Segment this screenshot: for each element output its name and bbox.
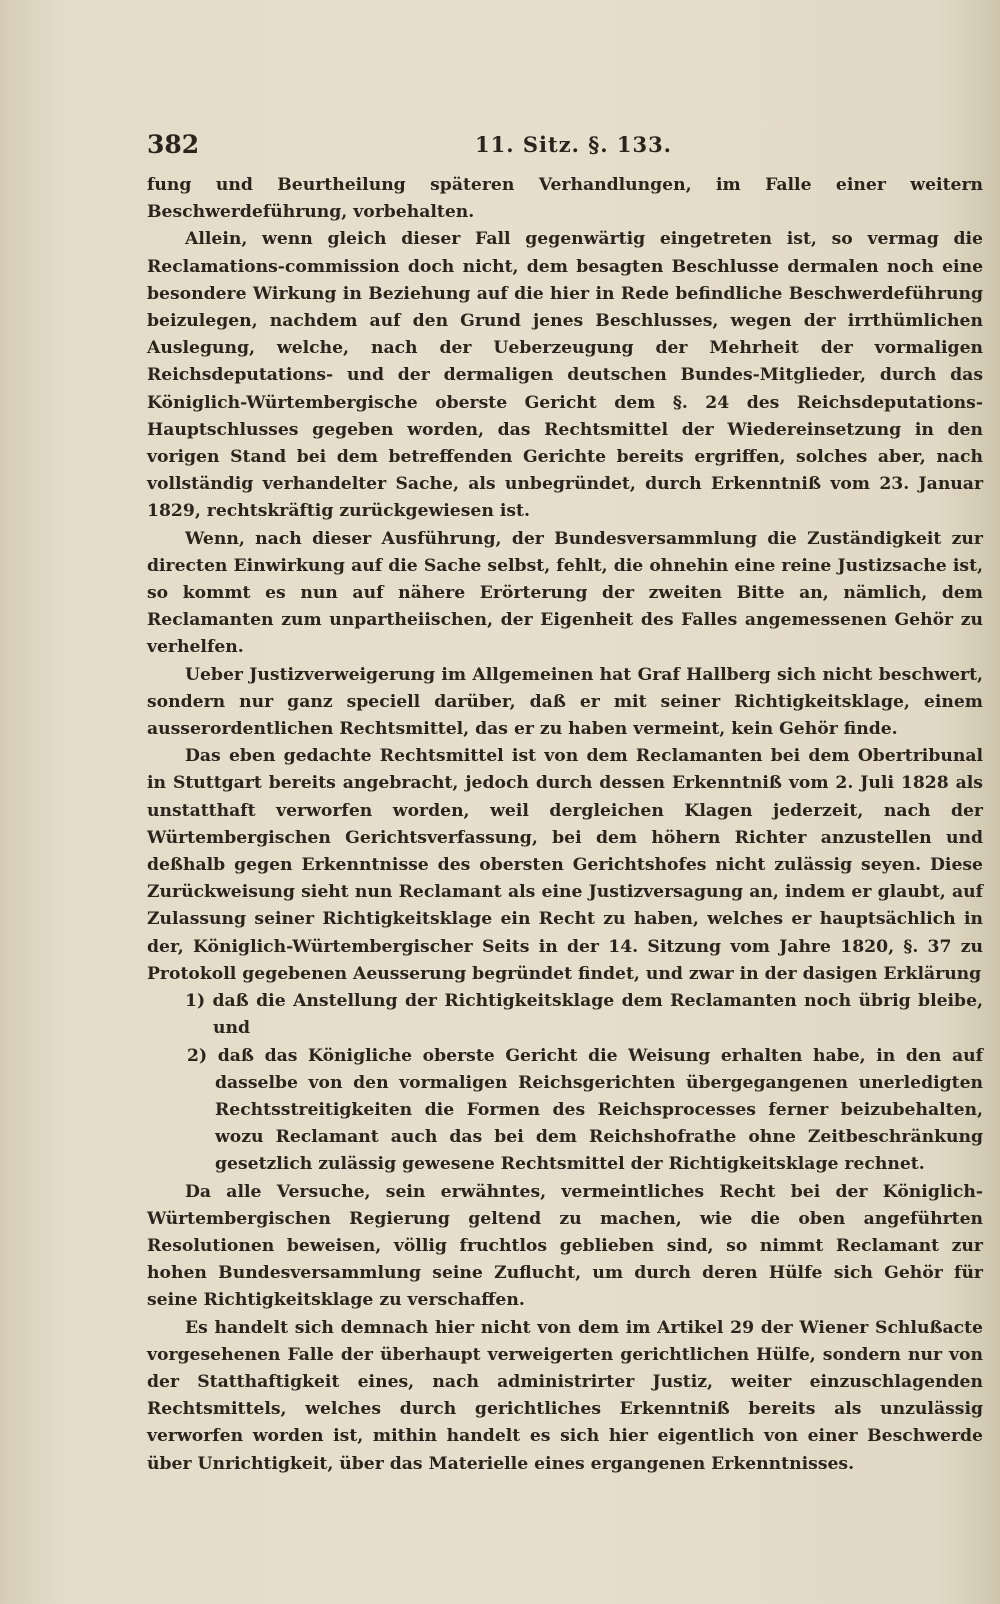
- paragraph: Da alle Versuche, sein erwähntes, vermeintliches Recht bei der Königlich-Würtembergischen Regierung geltend zu machen, wie die oben angeführten Resolutionen beweisen, völlig fruchtlos geblieben sind, so nimmt Reclamant zur hohen Bundesversammlung seine Zuflucht, um durch deren Hülfe sich Gehör für seine Richtigkeitsklage zu verschaffen.: [147, 1181, 983, 1311]
- running-head: 11. Sitz. §. 133.: [475, 132, 672, 157]
- paragraph: fung und Beurtheilung späteren Verhandlungen, im Falle einer weitern Beschwerdeführung, vorbehalten.: [147, 175, 983, 223]
- paragraph: Allein, wenn gleich dieser Fall gegenwärtig eingetreten ist, so vermag die Reclamations-commission doch nicht, dem besagten Beschlusse dermalen noch eine besondere Wirkung in Beziehung auf die hier in Rede befindliche Beschwerdeführung beizulegen, nachdem auf den Grund jenes Beschlusses, wegen der irrthümlichen Auslegung, welche, nach der Ueberzeugung der Mehrheit der vormaligen Reichsdeputations- und der dermaligen deutschen Bundes-Mitglieder, durch das Königlich-Würtembergische oberste Gericht dem §. 24 des Reichsdeputations-Hauptschlusses gegeben worden, das Rechtsmittel der Wiedereinsetzung in den vorigen Stand bei dem betreffenden Gerichte bereits ergriffen, solches aber, nach vollständig verhandelter Sache, als unbegründet, durch Erkenntniß vom 23. Januar 1829, rechtskräftig zurückgewiesen ist.: [147, 229, 983, 522]
- paragraph: Das eben gedachte Rechtsmittel ist von dem Reclamanten bei dem Obertribunal in Stuttgart bereits angebracht, jedoch durch dessen Erkenntniß vom 2. Juli 1828 als unstatthaft verworfen worden, weil dergleichen Klagen jederzeit, nach der Würtembergischen Gerichtsverfassung, bei dem höhern Richter anzustellen und deßhalb gegen Erkenntnisse des obersten Gerichtshofes nicht zulässig seyen. Diese Zurückweisung sieht nun Reclamant als eine Justizversagung an, indem er glaubt, auf Zulassung seiner Richtigkeitsklage ein Recht zu haben, welches er hauptsächlich in der, Königlich-Würtembergischer Seits in der 14. Sitzung vom Jahre 1820, §. 37 zu Protokoll gegebenen Aeusserung begründet findet, und zwar in der dasigen Erklärung: [147, 746, 983, 984]
- list-item: 1) daß die Anstellung der Richtigkeitsklage dem Reclamanten noch übrig bleibe, und: [185, 991, 983, 1039]
- paragraph: Wenn, nach dieser Ausführung, der Bundesversammlung die Zuständigkeit zur directen Einwirkung auf die Sache selbst, fehlt, die ohnehin eine reine Justizsache ist, so kommt es nun auf nähere Erörterung der zweiten Bitte an, nämlich, dem Reclamanten zum unpartheiischen, der Eigenheit des Falles angemessenen Gehör zu verhelfen.: [147, 528, 983, 658]
- page-number: 382: [147, 130, 200, 159]
- page-header: [147, 124, 853, 164]
- page-body: [147, 172, 983, 1478]
- enumerated-list: [147, 988, 983, 1178]
- list-item: 2) daß das Königliche oberste Gericht die Weisung erhalten habe, in den auf dasselbe von den vormaligen Reichsgerichten übergegangenen unerledigten Rechtsstreitigkeiten die Formen des Reichsprocesses ferner beizubehalten, wozu Reclamant auch das bei dem Reichshofrathe ohne Zeitbeschränkung gesetzlich zulässig gewesene Rechtsmittel der Richtigkeitsklage rechnet.: [187, 1045, 983, 1175]
- paragraph: Ueber Justizverweigerung im Allgemeinen hat Graf Hallberg sich nicht beschwert, sondern nur ganz speciell darüber, daß er mit seiner Richtigkeitsklage, einem ausserordentlichen Rechtsmittel, das er zu haben vermeint, kein Gehör finde.: [147, 664, 983, 740]
- paragraph: Es handelt sich demnach hier nicht von dem im Artikel 29 der Wiener Schlußacte vorgesehenen Falle der überhaupt verweigerten gerichtlichen Hülfe, sondern nur von der Statthaftigkeit eines, nach administrirter Justiz, weiter einzuschlagenden Rechtsmittels, welches durch gerichtliches Erkenntniß bereits als unzulässig verworfen worden ist, mithin handelt es sich hier eigentlich von einer Beschwerde über Unrichtigkeit, über das Materielle eines ergangenen Erkenntnisses.: [147, 1317, 983, 1474]
